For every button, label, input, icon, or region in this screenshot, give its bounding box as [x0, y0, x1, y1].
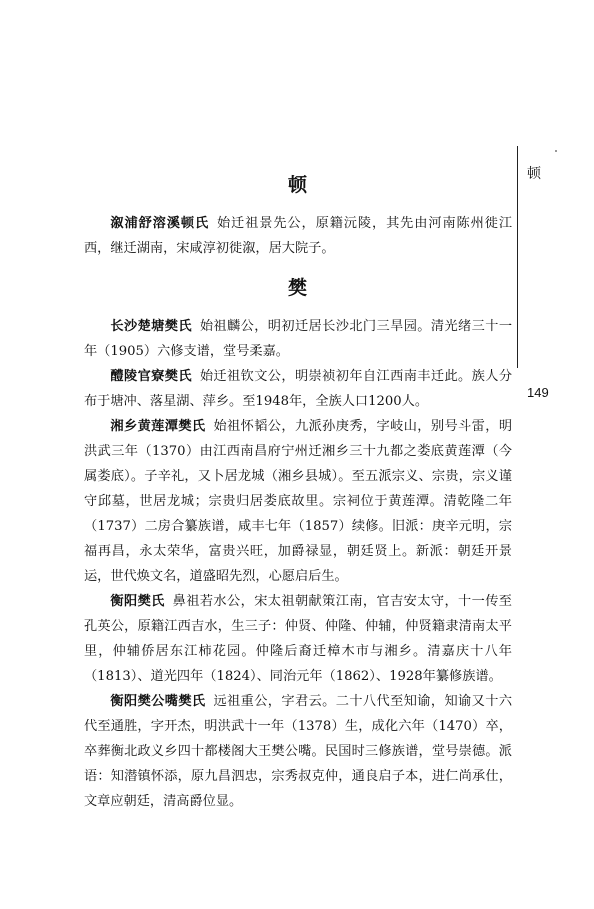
entry-name: 醴陵官寮樊氏 [110, 369, 192, 384]
entry-text: 始祖麟公，明初迁居长沙北门三旱园。清光绪三十一年（1905）六修支谱，堂号柔嘉。 [84, 319, 513, 359]
entry-name: 衡阳樊氏 [110, 594, 165, 609]
entry-text: 始迁祖景先公，原籍沅陵，其先由河南陈州徙江西，继迁湖南，宋咸淳初徙溆，居大院子。 [84, 216, 513, 256]
entry-text: 远祖重公，字君云。二十八代至知谕，知谕又十六代至通胜，字开杰，明洪武十一年（1378）生，成化六年（1470）卒，卒葬衡北政义乡四十都楼阁大王樊公嘴。民国时三修族谱，堂号崇德。派语：知潜镇怀添，原九昌泗忠，宗秀叔克仲，通良启子本，进仁尚承仕，文章应朝廷，清高爵位显。 [84, 694, 513, 809]
side-rule [517, 146, 518, 368]
entry [84, 364, 512, 414]
entry [84, 314, 512, 364]
entry-name: 湘乡黄莲潭樊氏 [110, 419, 206, 434]
page-number: 149 [527, 385, 549, 400]
section-heading-dun: 顿 [287, 174, 308, 196]
entry [84, 414, 512, 589]
entry-text: 始迁祖钦文公，明崇祯初年自江西南丰迁此。族人分布于塘冲、落星湖、萍乡。至1948年，全族人口1200人。 [84, 369, 513, 409]
entry [84, 689, 512, 814]
entry-name: 衡阳樊公嘴樊氏 [110, 694, 206, 709]
section-heading-fan: 樊 [287, 277, 308, 299]
entry-name: 长沙楚塘樊氏 [110, 319, 192, 334]
side-tab: 顿 [527, 166, 541, 182]
entry [84, 589, 512, 689]
page-body [84, 170, 512, 814]
entry-text: 鼻祖若水公，宋太祖朝献策江南，官吉安太守，十一传至孔英公，原籍江西吉水，生三子：仲贤、仲隆、仲辅，仲贤籍隶清南太平里，仲辅侨居东江柿花园。仲隆后裔迁樟木市与湘乡。清嘉庆十八年（1813）、道光四年（1824）、同治元年（1862）、1928年纂修族谱。 [84, 594, 512, 684]
entry-name: 溆浦舒溶溪顿氏 [110, 216, 210, 231]
entry [84, 211, 512, 261]
page-speck [555, 150, 557, 152]
entry-text: 始祖怀韬公，九派孙庚秀，字岐山，别号斗雷，明洪武三年（1370）由江西南昌府宁州迁湘乡三十九都之娄底黄莲潭（今属娄底）。子辛礼，又卜居龙城（湘乡县城）。至五派宗义、宗贵，宗义谨守邱墓，世居龙城；宗贵归居娄底故里。宗祠位于黄莲潭。清乾隆二年（1737）二房合纂族谱，咸丰七年（1857）续修。旧派：庚辛元明，宗福再昌，永太荣华，富贵兴旺，加爵禄显，朝廷贤上。新派：朝廷开景运，世代焕文名，道盛昭先烈，心愿启后生。 [84, 419, 513, 584]
